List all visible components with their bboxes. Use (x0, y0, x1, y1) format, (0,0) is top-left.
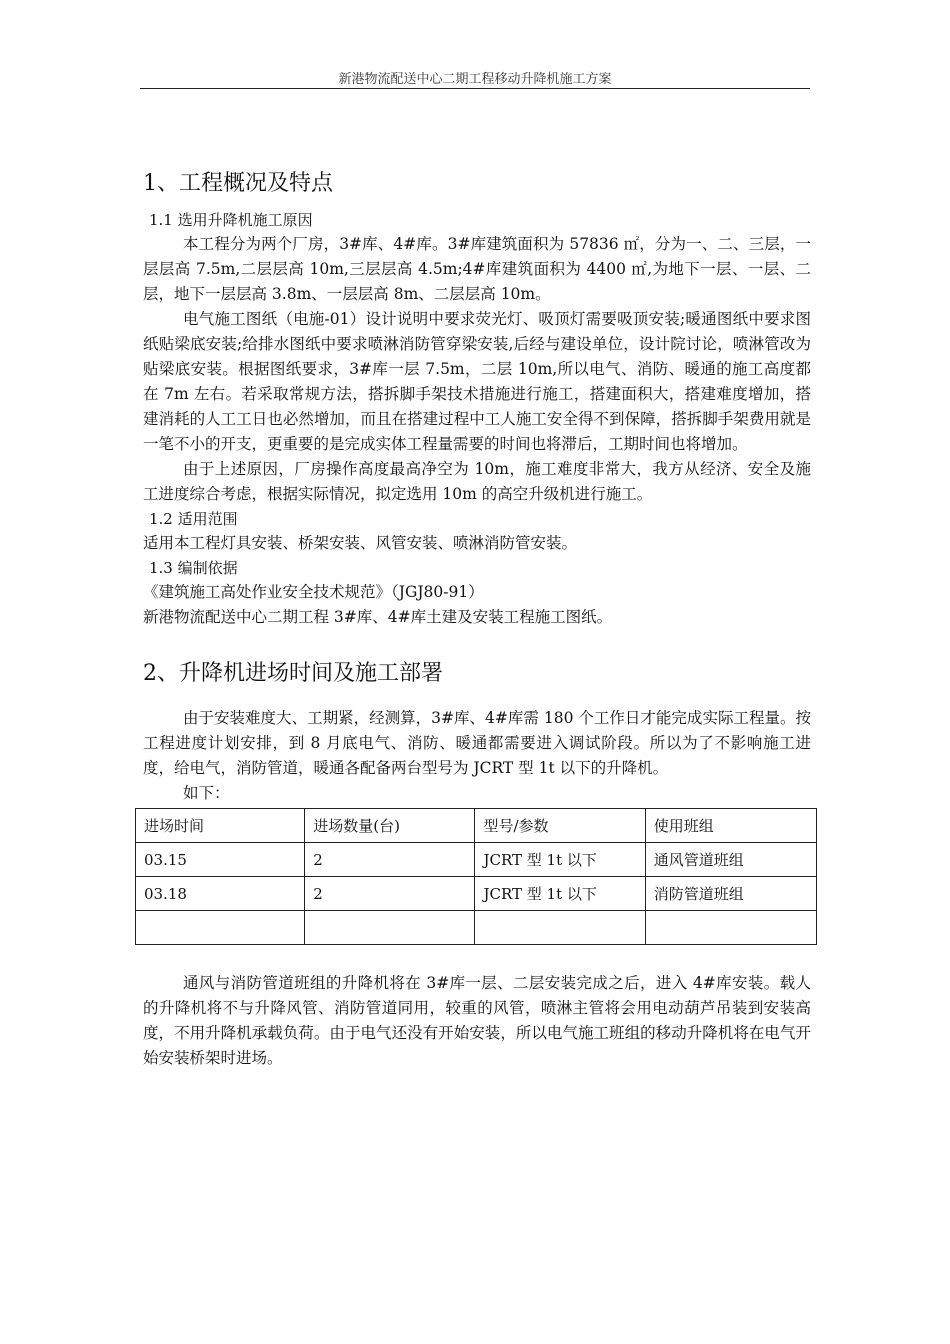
table-header-row (136, 809, 817, 843)
section-1-paragraph-1: 本工程分为两个厂房，3#库、4#库。3#库建筑面积为 57836 ㎡，分为一、二、三层，一层层高 7.5m,二层层高 10m,三层层高 4.5m;4#库建筑面积为 4400 ㎡,为地下一层、一层、二层，地下一层层高 3.8m、一层层高 8m、二层层高 10m。 (143, 235, 811, 303)
section-2-heading: 2、升降机进场时间及施工部署 (143, 661, 443, 686)
equipment-schedule-table (135, 808, 817, 945)
section-1-heading: 1、工程概况及特点 (143, 171, 333, 196)
table-cell (136, 911, 305, 945)
subsection-1-3-heading: 1.3 编制依据 (149, 559, 238, 577)
table-header-cell: 进场数量(台) (305, 809, 475, 843)
scope-paragraph: 适用本工程灯具安装、桥架安装、风管安装、喷淋消防管安装。 (143, 534, 578, 552)
table-header-cell: 进场时间 (136, 809, 305, 843)
table-cell (475, 911, 645, 945)
table-row (136, 877, 817, 911)
table-cell: 通风管道班组 (645, 843, 816, 877)
reference-drawings: 新港物流配送中心二期工程 3#库、4#库土建及安装工程施工图纸。 (143, 608, 613, 626)
subsection-1-1-heading: 1.1 选用升降机施工原因 (149, 211, 313, 229)
table-cell: 03.18 (136, 877, 305, 911)
table-cell: 03.15 (136, 843, 305, 877)
table-cell: JCRT 型 1t 以下 (475, 877, 645, 911)
document-body (143, 160, 811, 1071)
table-row (136, 911, 817, 945)
table-intro: 如下： (183, 784, 230, 802)
table-cell: 2 (305, 843, 475, 877)
section-1-paragraph-3: 由于上述原因，厂房操作高度最高净空为 10m，施工难度非常大，我方从经济、安全及施工进度综合考虑，根据实际情况，拟定选用 10m 的高空升级机进行施工。 (143, 460, 811, 503)
table-cell: 消防管道班组 (645, 877, 816, 911)
section-2-paragraph-1: 由于安装难度大、工期紧，经测算，3#库、4#库需 180 个工作日才能完成实际工程量。按工程进度计划安排，到 8 月底电气、消防、暖通都需要进入调试阶段。所以为了不影响施工进度，给电气，消防管道，暖通各配备两台型号为 JCRT 型 1t 以下的升降机。 (143, 709, 811, 777)
table-row (136, 843, 817, 877)
subsection-1-2-heading: 1.2 适用范围 (149, 510, 238, 528)
table-cell (645, 911, 816, 945)
table-cell: JCRT 型 1t 以下 (475, 843, 645, 877)
running-header: 新港物流配送中心二期工程移动升降机施工方案 (338, 72, 612, 87)
table-header-cell: 型号/参数 (475, 809, 645, 843)
reference-standard: 《建筑施工高处作业安全技术规范》（JGJ80-91） (143, 583, 484, 601)
table-cell: 2 (305, 877, 475, 911)
table-header-cell: 使用班组 (645, 809, 816, 843)
section-2-paragraph-2: 通风与消防管道班组的升降机将在 3#库一层、二层安装完成之后，进入 4#库安装。载人的升降机将不与升降风管、消防管道同用，较重的风管，喷淋主管将会用电动葫芦吊装到安装高度，不用升降机承载负荷。由于电气还没有开始安装，所以电气施工班组的移动升降机将在电气开始安装桥架时进场。 (143, 974, 811, 1067)
header-rule (140, 88, 810, 89)
section-1-paragraph-2: 电气施工图纸（电施-01）设计说明中要求荧光灯、吸顶灯需要吸顶安装;暖通图纸中要求图纸贴梁底安装;给排水图纸中要求喷淋消防管穿梁安装,后经与建设单位，设计院讨论，喷淋管改为贴梁底安装。根据图纸要求，3#库一层 7.5m，二层 10m,所以电气、消防、暖通的施工高度都在 7m 左右。若采取常规方法，搭拆脚手架技术措施进行施工，搭建面积大，搭建难度增加，搭建消耗的人工工日也必然增加，而且在搭建过程中工人施工安全得不到保障，搭拆脚手架费用就是一笔不小的开支，更重要的是完成实体工程量需要的时间也将滞后，工期时间也将增加。 (143, 310, 811, 453)
table-cell (305, 911, 475, 945)
